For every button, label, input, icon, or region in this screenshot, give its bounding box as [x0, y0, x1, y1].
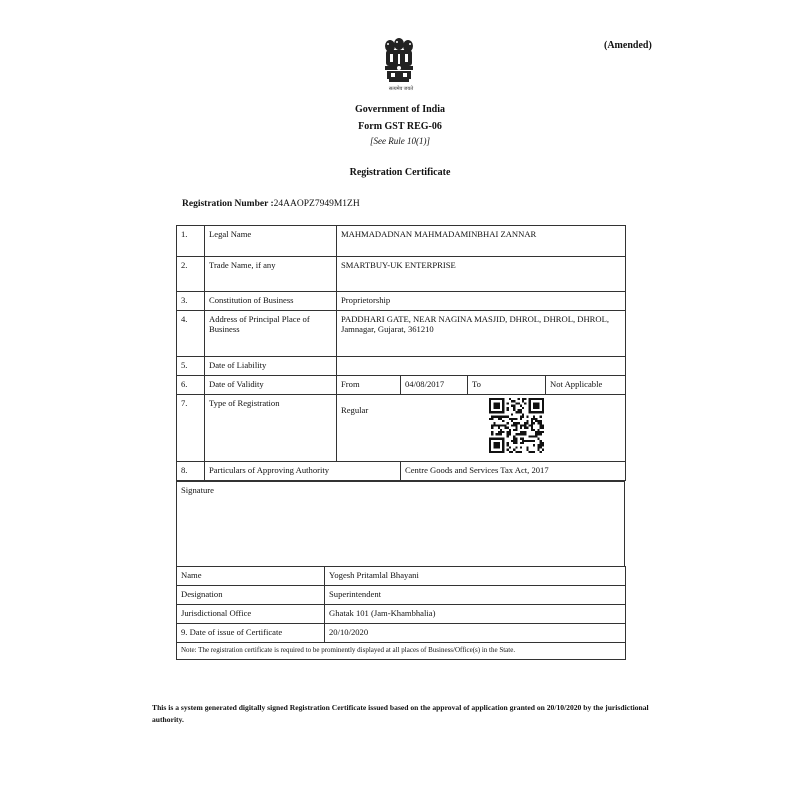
emblem-motto: सत्यमेव जयते: [388, 87, 414, 92]
row-number: 3.: [177, 292, 205, 311]
footer-statement: This is a system generated digitally signed Registration Certificate issued based on the approval of application granted on 20/10/2020 by the jurisdictional authority.: [152, 703, 649, 725]
designation-label: Designation: [177, 586, 325, 605]
row-number: 1.: [177, 226, 205, 257]
row-label: Trade Name, if any: [205, 257, 337, 292]
validity-to-value: Not Applicable: [546, 376, 626, 395]
table-row: [177, 311, 626, 357]
qr-code-icon: [489, 398, 544, 453]
table-row: [177, 624, 626, 643]
row-label: Date of Liability: [205, 357, 337, 376]
office-value: Ghatak 101 (Jam-Khambhalia): [325, 605, 626, 624]
form-heading: Form GST REG-06: [358, 121, 442, 132]
constitution-value: Proprietorship: [337, 292, 626, 311]
registration-type-cell: [337, 395, 626, 462]
validity-to-label: To: [468, 376, 546, 395]
name-value: Yogesh Pritamlal Bhayani: [325, 567, 626, 586]
details-table: [176, 225, 626, 481]
government-heading: Government of India: [355, 104, 445, 115]
table-row: [177, 357, 626, 376]
designation-value: Superintendent: [325, 586, 626, 605]
table-row: [177, 226, 626, 257]
row-number: 8.: [177, 462, 205, 481]
registration-number-value: 24AAOPZ7949M1ZH: [273, 199, 360, 209]
row-label: Type of Registration: [205, 395, 337, 462]
signature-box: Signature: [177, 482, 625, 567]
officer-table: [176, 566, 626, 660]
issue-date-value: 20/10/2020: [325, 624, 626, 643]
table-row: [177, 292, 626, 311]
liability-value: [337, 357, 626, 376]
certificate-title: Registration Certificate: [349, 167, 451, 178]
row-label: Particulars of Approving Authority: [205, 462, 401, 481]
address-value: PADDHARI GATE, NEAR NAGINA MASJID, DHROL, DHROL, DHROL, Jamnagar, Gujarat, 361210: [337, 311, 626, 357]
table-row: [177, 605, 626, 624]
table-row: [177, 462, 626, 481]
row-label: Legal Name: [205, 226, 337, 257]
display-note: Note: The registration certificate is required to be prominently displayed at all places of Business/Office(s) in the State.: [177, 643, 626, 660]
row-label: Address of Principal Place of Business: [205, 311, 337, 357]
validity-from-label: From: [337, 376, 401, 395]
row-label: Constitution of Business: [205, 292, 337, 311]
table-row: [177, 376, 626, 395]
signature-table: [176, 481, 625, 567]
trade-name-value: SMARTBUY-UK ENTERPRISE: [337, 257, 626, 292]
amended-label: (Amended): [604, 40, 652, 51]
row-label: Date of Validity: [205, 376, 337, 395]
office-label: Jurisdictional Office: [177, 605, 325, 624]
table-row: [177, 257, 626, 292]
table-row: [177, 643, 626, 660]
rule-reference: [See Rule 10(1)]: [370, 136, 430, 146]
table-row: [177, 395, 626, 462]
row-number: 4.: [177, 311, 205, 357]
row-number: 2.: [177, 257, 205, 292]
national-emblem-icon: [377, 32, 421, 94]
table-row: [177, 586, 626, 605]
registration-number: [182, 199, 360, 209]
row-number: 6.: [177, 376, 205, 395]
legal-name-value: MAHMADADNAN MAHMADAMINBHAI ZANNAR: [337, 226, 626, 257]
name-label: Name: [177, 567, 325, 586]
approving-authority-value: Centre Goods and Services Tax Act, 2017: [401, 462, 626, 481]
validity-from-value: 04/08/2017: [401, 376, 468, 395]
issue-date-label: 9. Date of issue of Certificate: [177, 624, 325, 643]
registration-number-label: Registration Number :: [182, 199, 274, 209]
registration-type-value: Regular: [341, 405, 369, 415]
row-number: 7.: [177, 395, 205, 462]
row-number: 5.: [177, 357, 205, 376]
table-row: [177, 567, 626, 586]
